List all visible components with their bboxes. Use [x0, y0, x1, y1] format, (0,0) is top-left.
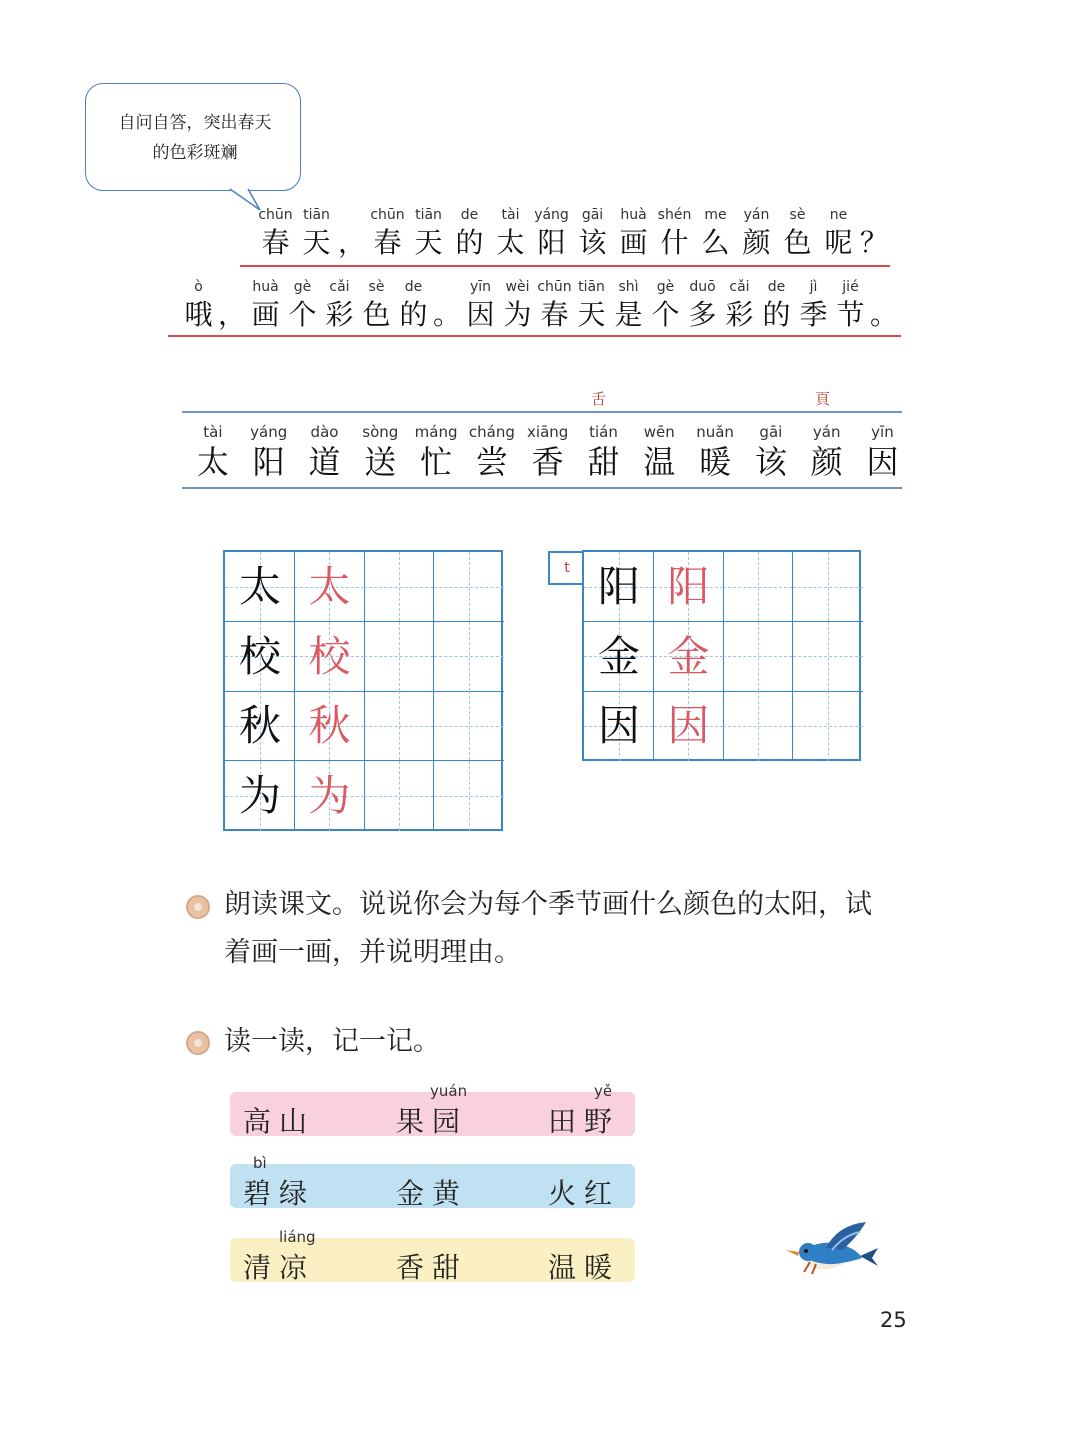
- vocab-hanzi: 颜: [810, 443, 843, 481]
- hanzi-cell: [367, 205, 408, 261]
- word-pinyin: liáng: [279, 1228, 316, 1246]
- word-item: 高山: [243, 1105, 316, 1138]
- vocab-item: [520, 422, 576, 482]
- vocab-hanzi: 道: [308, 443, 341, 481]
- pinyin: chūn: [370, 207, 405, 223]
- vocab-top-line: [182, 411, 902, 413]
- hanzi: 。: [432, 298, 461, 331]
- hanzi: 天: [577, 298, 606, 331]
- hanzi-cell: [695, 205, 736, 261]
- writing-cell[interactable]: [434, 691, 504, 761]
- hanzi-cell: [490, 205, 531, 261]
- word-item: 田野: [548, 1105, 621, 1138]
- word-item: 果园: [396, 1105, 469, 1138]
- hanzi: 节: [836, 298, 865, 331]
- writing-cell[interactable]: [723, 691, 793, 761]
- hanzi: 呢: [824, 226, 853, 259]
- red-underline-1: [240, 265, 890, 267]
- vocab-pinyin: dào: [310, 423, 339, 441]
- exercise-1-line-2: 着画一画，并说明理由。: [224, 937, 521, 968]
- exercise-1-line-1: 朗读课文。说说你会为每个季节画什么颜色的太阳，试: [224, 889, 872, 920]
- hanzi-cell: [818, 205, 859, 261]
- sentence-line-1: [255, 205, 889, 261]
- hanzi-cell: [647, 277, 684, 333]
- writing-grid-left: [223, 550, 503, 831]
- bird-illustration: [780, 1220, 880, 1284]
- exercise-1-icon: [186, 895, 210, 919]
- hanzi-cell: [180, 277, 217, 333]
- hanzi-cell: [408, 205, 449, 261]
- trace-character: 校: [308, 631, 351, 681]
- hanzi: ？: [859, 226, 888, 259]
- hanzi: 么: [701, 226, 730, 259]
- hanzi-cell: [217, 277, 247, 333]
- writing-grid-right: [582, 550, 861, 761]
- hanzi-cell: [395, 277, 432, 333]
- hanzi: 是: [614, 298, 643, 331]
- hanzi: ，: [337, 226, 366, 259]
- red-underline-2: [168, 335, 901, 337]
- exercise-1-text: [224, 881, 924, 977]
- pinyin: cǎi: [729, 279, 750, 295]
- writing-cell[interactable]: [434, 761, 504, 831]
- hanzi: 天: [414, 226, 443, 259]
- pinyin: sè: [789, 207, 806, 223]
- hanzi: 春: [261, 226, 290, 259]
- pinyin: tiān: [303, 207, 330, 223]
- radical-mark-left: 舌: [591, 390, 607, 408]
- word-item: 清凉: [243, 1251, 316, 1284]
- hanzi-cell: [531, 205, 572, 261]
- vocab-item: [464, 422, 520, 482]
- hanzi-cell: [499, 277, 536, 333]
- writing-cell[interactable]: [364, 552, 434, 622]
- pinyin: cǎi: [329, 279, 350, 295]
- pinyin: chūn: [258, 207, 293, 223]
- model-character: 校: [238, 631, 281, 681]
- pinyin: yáng: [534, 207, 569, 223]
- vocab-hanzi: 暖: [699, 443, 732, 481]
- hanzi: 哦: [184, 298, 213, 331]
- hanzi-cell: [869, 277, 899, 333]
- pinyin: wèi: [505, 279, 530, 295]
- hanzi: 彩: [725, 298, 754, 331]
- pinyin: me: [704, 207, 727, 223]
- vocab-item: [297, 422, 353, 482]
- vocab-item: [185, 422, 241, 482]
- pinyin: huà: [252, 279, 279, 295]
- hanzi-cell: [572, 205, 613, 261]
- pinyin: tiān: [415, 207, 442, 223]
- hanzi: 画: [619, 226, 648, 259]
- hanzi-cell: [284, 277, 321, 333]
- exercise-2-text: 读一读，记一记。: [224, 1026, 440, 1057]
- hanzi: 的: [762, 298, 791, 331]
- vocab-item: [631, 422, 687, 482]
- trace-character: 因: [667, 701, 710, 751]
- hanzi: 天: [302, 226, 331, 259]
- hanzi: 个: [288, 298, 317, 331]
- vocab-item: [855, 422, 911, 482]
- pinyin: yīn: [469, 279, 492, 295]
- vocab-pinyin: cháng: [468, 423, 515, 441]
- hanzi: 春: [373, 226, 402, 259]
- hanzi-cell: [255, 205, 296, 261]
- vocab-item: [241, 422, 297, 482]
- grid-tab-marker: t: [548, 551, 584, 585]
- hanzi: 色: [362, 298, 391, 331]
- pinyin: shén: [657, 207, 692, 223]
- trace-character: 金: [667, 631, 710, 681]
- hanzi: 阳: [537, 226, 566, 259]
- word-pinyin: bì: [253, 1154, 267, 1172]
- hanzi-cell: [573, 277, 610, 333]
- page-number: 25: [880, 1308, 907, 1332]
- trace-character: 太: [308, 562, 351, 611]
- model-character: 阳: [597, 562, 640, 611]
- vocab-hanzi: 太: [196, 443, 229, 481]
- hanzi-cell: [684, 277, 721, 333]
- writing-cell[interactable]: [364, 691, 434, 761]
- pinyin: jié: [842, 279, 859, 295]
- word-item: 金黄: [396, 1177, 469, 1210]
- speech-bubble-text: [100, 108, 290, 168]
- writing-cell[interactable]: [723, 622, 793, 692]
- vocab-pinyin: nuǎn: [696, 423, 734, 441]
- pinyin: yán: [743, 207, 770, 223]
- hanzi: 画: [251, 298, 280, 331]
- pinyin: jì: [809, 279, 818, 295]
- hanzi-cell: [859, 205, 889, 261]
- hanzi-cell: [795, 277, 832, 333]
- word-item: 碧绿: [243, 1177, 316, 1210]
- vocab-hanzi: 因: [866, 443, 899, 481]
- vocab-hanzi: 甜: [587, 443, 620, 481]
- model-character: 太: [238, 562, 281, 611]
- vocab-hanzi: 送: [364, 443, 397, 481]
- word-item: 香甜: [396, 1251, 469, 1284]
- vocab-pinyin: wēn: [643, 423, 675, 441]
- hanzi: 太: [496, 226, 525, 259]
- pinyin: gāi: [581, 207, 604, 223]
- hanzi: 。: [869, 298, 898, 331]
- hanzi: 个: [651, 298, 680, 331]
- vocab-hanzi: 忙: [420, 443, 453, 481]
- vocab-hanzi: 香: [531, 443, 564, 481]
- hanzi: 为: [503, 298, 532, 331]
- pinyin: chūn: [537, 279, 572, 295]
- writing-cell[interactable]: [434, 552, 504, 622]
- vocab-item: [352, 422, 408, 482]
- trace-character: 秋: [308, 701, 351, 751]
- pinyin: de: [404, 279, 423, 295]
- hanzi: 的: [455, 226, 484, 259]
- writing-cell[interactable]: [723, 552, 793, 622]
- vocab-pinyin: yáng: [250, 423, 288, 441]
- hanzi-cell: [432, 277, 462, 333]
- hanzi: 多: [688, 298, 717, 331]
- hanzi: 该: [578, 226, 607, 259]
- hanzi: 颜: [742, 226, 771, 259]
- pinyin: de: [767, 279, 786, 295]
- pinyin: gè: [293, 279, 312, 295]
- hanzi: 的: [399, 298, 428, 331]
- hanzi-cell: [610, 277, 647, 333]
- pinyin: tài: [501, 207, 520, 223]
- model-character: 为: [238, 771, 281, 821]
- pinyin: sè: [368, 279, 385, 295]
- writing-cell[interactable]: [364, 761, 434, 831]
- hanzi-cell: [358, 277, 395, 333]
- hanzi: 什: [660, 226, 689, 259]
- writing-cell[interactable]: [434, 622, 504, 692]
- word-pinyin: yuán: [430, 1082, 468, 1100]
- hanzi-cell: [613, 205, 654, 261]
- hanzi-cell: [321, 277, 358, 333]
- vocab-bottom-line: [182, 487, 902, 489]
- bubble-line-2: 的色彩斑斓: [152, 143, 238, 163]
- vocab-pinyin: xiāng: [527, 423, 569, 441]
- vocab-item: [576, 422, 632, 482]
- bubble-line-1: 自问自答，突出春天: [118, 113, 272, 133]
- vocab-hanzi: 阳: [252, 443, 285, 481]
- hanzi-cell: [736, 205, 777, 261]
- vocab-item: [743, 422, 799, 482]
- vocab-pinyin: yán: [812, 423, 841, 441]
- pinyin: ò: [194, 279, 203, 295]
- writing-cell[interactable]: [364, 622, 434, 692]
- hanzi-cell: [247, 277, 284, 333]
- vocab-item: [687, 422, 743, 482]
- vocab-hanzi: 温: [643, 443, 676, 481]
- vocab-pinyin: máng: [414, 423, 458, 441]
- hanzi: 彩: [325, 298, 354, 331]
- model-character: 秋: [238, 701, 281, 751]
- vocab-pinyin: tián: [589, 423, 618, 441]
- hanzi: 季: [799, 298, 828, 331]
- hanzi-cell: [337, 205, 367, 261]
- hanzi: ，: [217, 298, 246, 331]
- pinyin: ne: [829, 207, 848, 223]
- sentence-line-2: [180, 277, 899, 333]
- pinyin: gè: [656, 279, 675, 295]
- pinyin: tiān: [578, 279, 605, 295]
- hanzi-cell: [449, 205, 490, 261]
- hanzi-cell: [758, 277, 795, 333]
- vocab-pinyin: tài: [203, 423, 223, 441]
- hanzi-cell: [721, 277, 758, 333]
- hanzi-cell: [654, 205, 695, 261]
- writing-cell[interactable]: [793, 552, 863, 622]
- pinyin: duō: [689, 279, 716, 295]
- trace-character: 为: [308, 771, 351, 821]
- hanzi-cell: [832, 277, 869, 333]
- hanzi-cell: [536, 277, 573, 333]
- trace-character: 阳: [667, 562, 710, 611]
- model-character: 因: [597, 701, 640, 751]
- hanzi: 春: [540, 298, 569, 331]
- hanzi-cell: [296, 205, 337, 261]
- hanzi-cell: [462, 277, 499, 333]
- writing-cell[interactable]: [793, 622, 863, 692]
- vocab-pinyin: sòng: [362, 423, 399, 441]
- word-item: 火红: [548, 1177, 621, 1210]
- word-pinyin: yě: [594, 1082, 613, 1100]
- vocab-item: [799, 422, 855, 482]
- pinyin: shì: [618, 279, 639, 295]
- vocab-hanzi: 该: [754, 443, 787, 481]
- hanzi-cell: [777, 205, 818, 261]
- vocab-pinyin: gāi: [759, 423, 783, 441]
- hanzi: 因: [466, 298, 495, 331]
- hanzi: 色: [783, 226, 812, 259]
- exercise-2-icon: [186, 1031, 210, 1055]
- model-character: 金: [597, 631, 640, 681]
- vocab-item: [408, 422, 464, 482]
- pinyin: huà: [620, 207, 647, 223]
- pinyin: de: [460, 207, 479, 223]
- vocab-row: [185, 422, 910, 482]
- writing-cell[interactable]: [793, 691, 863, 761]
- word-item: 温暖: [548, 1251, 621, 1284]
- radical-mark-right: 頁: [815, 390, 831, 408]
- vocab-pinyin: yīn: [871, 423, 894, 441]
- vocab-hanzi: 尝: [475, 443, 508, 481]
